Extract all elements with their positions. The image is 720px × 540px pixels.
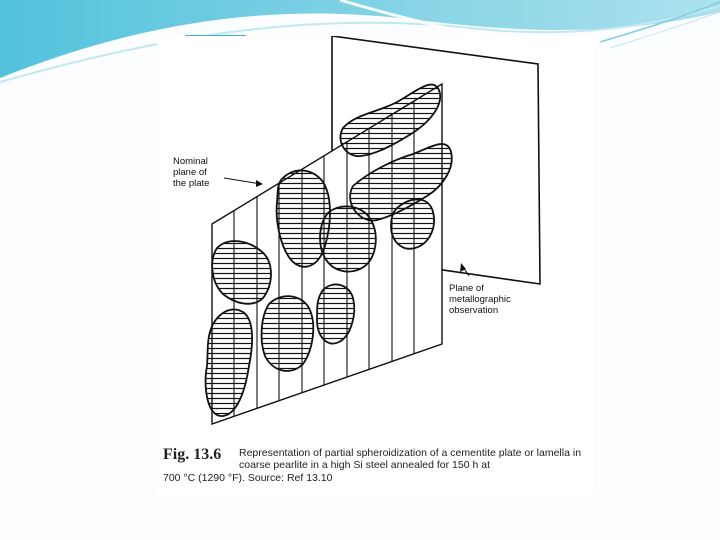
nominal-plane-leader xyxy=(224,178,261,184)
spheroidization-diagram xyxy=(157,36,593,436)
nominal-plane-label: Nominal plane of the plate xyxy=(173,156,210,189)
figure-number: Fig. 13.6 xyxy=(163,446,222,463)
caption-tail: 700 °C (1290 °F). Source: Ref 13.10 xyxy=(163,472,333,484)
caption-text: Representation of partial spheroidization of a cementite plate or lamella in coarse pearlite in a high Si steel annealed for 150 h at xyxy=(239,447,582,471)
cementite-blob xyxy=(262,296,314,371)
observation-plane-label: Plane of metallographic observation xyxy=(449,283,511,316)
figure-panel xyxy=(157,36,593,494)
